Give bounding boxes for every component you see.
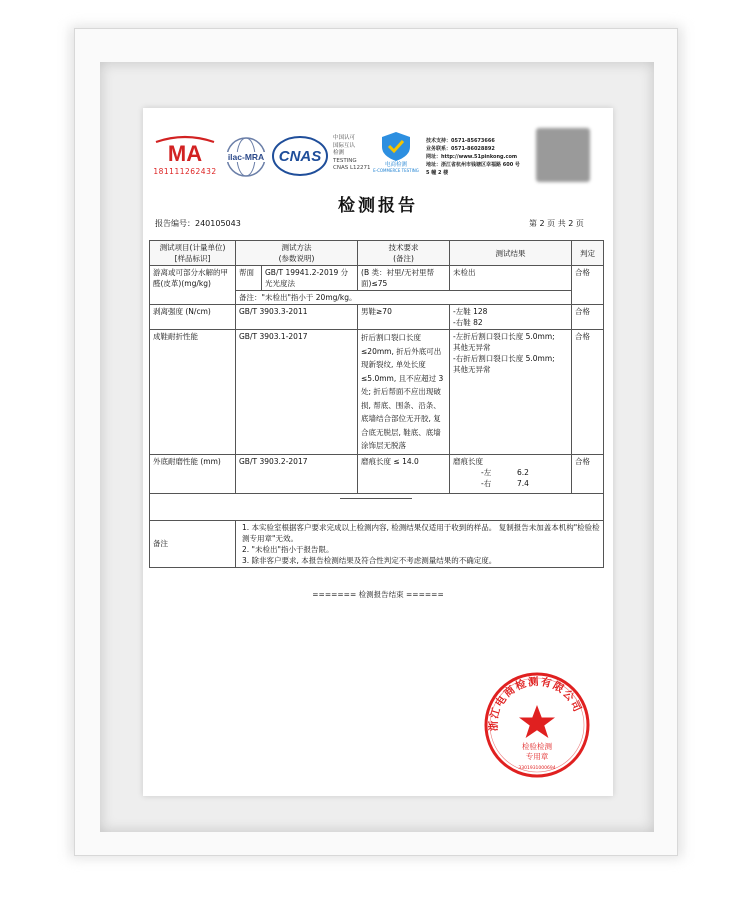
cell-part: 帮面 <box>236 266 262 291</box>
cell-item: 外底耐磨性能 (mm) <box>150 454 236 493</box>
result-pair <box>453 478 568 489</box>
header-method <box>236 241 358 266</box>
cell-verdict: 合格 <box>572 330 604 455</box>
result-line: -右折后割口裂口长度 5.0mm; <box>453 354 555 363</box>
cell-method: GB/T 3903.2-2017 <box>236 454 358 493</box>
cell-note: 备注："未检出"指小于 20mg/kg。 <box>236 291 572 305</box>
cnas-line: 国际互认 <box>333 142 356 149</box>
result-value: 6.2 <box>517 467 529 477</box>
cell-result <box>450 305 572 330</box>
cell-requirement: 折后割口裂口长度≤20mm, 折后外底可出现新裂纹, 单处长度≤5.0mm, 且不应超过 3 处; 折后帮面不应出现破损, 帮底、围条、沿条、底墙结合部位无开胶, 复合底无脱层, 鞋底、底墙涂饰层无脱落 <box>358 330 450 455</box>
table-row <box>150 266 604 291</box>
shield-check-icon <box>370 130 422 162</box>
cma-logo <box>152 134 218 178</box>
cell-result: 未检出 <box>450 266 572 291</box>
cnas-line: TESTING <box>333 157 357 164</box>
cell-method: GB/T 3903.3-2011 <box>236 305 358 330</box>
remarks-content <box>236 520 604 567</box>
ecommerce-testing-logo <box>370 130 422 174</box>
remark-item: 1. 本实验室根据客户要求完成以上检测内容, 检测结果仅适用于收到的样品。 复制报告未加盖本机构"检验检测专用章"无效。 <box>242 522 600 543</box>
header-text: (备注) <box>393 254 414 263</box>
company-seal-stamp <box>482 670 592 780</box>
result-line: -左鞋 128 <box>453 307 488 316</box>
header-text: 技术要求 <box>388 243 419 252</box>
seal-line1: 检验检测 <box>522 742 552 751</box>
test-results-table <box>149 240 604 568</box>
result-side: -左 <box>481 467 492 477</box>
contact-line: 地址：浙江省杭州市钱塘区幸福路 600 号 <box>426 162 520 168</box>
seal-org-name: 浙江电商检测有限公司 <box>487 675 584 732</box>
cell-requirement: 磨痕长度 ≤ 14.0 <box>358 454 450 493</box>
table-row <box>150 330 604 455</box>
table-row <box>150 454 604 493</box>
table-row <box>150 305 604 330</box>
separator-line <box>340 498 412 499</box>
cnas-line: 中国认可 <box>333 135 356 141</box>
qr-code <box>536 128 590 182</box>
cell-item: 游离或可部分水解的甲醛(皮革)(mg/kg) <box>150 266 236 305</box>
header-requirement <box>358 241 450 266</box>
seal-number: 3301931000694 <box>518 766 556 771</box>
contact-line: 5 幢 2 楼 <box>426 170 449 176</box>
remarks-label: 备注 <box>150 520 236 567</box>
result-value: 7.4 <box>517 478 529 488</box>
cnas-emblem-icon <box>272 136 328 176</box>
result-line: -左折后割口裂口长度 5.0mm; <box>453 332 555 341</box>
cell-result <box>450 454 572 493</box>
cell-result <box>450 330 572 455</box>
header-text: 测试项目(计量单位) <box>159 243 226 252</box>
report-number-value: 240105043 <box>195 219 241 228</box>
ilac-text: ilac-MRA <box>227 152 265 162</box>
header-result: 测试结果 <box>450 241 572 266</box>
cell-verdict: 合格 <box>572 305 604 330</box>
cell-item: 剥离强度 (N/cm) <box>150 305 236 330</box>
cell-requirement: 男鞋≥70 <box>358 305 450 330</box>
report-number <box>155 218 241 229</box>
ecommerce-title: 电商检测 <box>384 162 407 168</box>
report-number-label: 报告编号： <box>155 219 195 228</box>
header-text: 测试方法 <box>281 243 312 252</box>
cell-item: 成鞋耐折性能 <box>150 330 236 455</box>
result-line: 其他无异常 <box>453 343 491 352</box>
contact-info <box>426 137 520 177</box>
remarks-row <box>150 520 604 567</box>
remark-item: 3. 除非客户要求, 本报告检测结果及符合性判定不考虑测量结果的不确定度。 <box>242 555 497 565</box>
table-header-row <box>150 241 604 266</box>
table-blank-row <box>150 493 604 520</box>
contact-line: 业务联系：0571-86028892 <box>426 146 495 152</box>
cell-method: GB/T 19941.2-2019 分光光度法 <box>262 266 358 291</box>
cma-emblem-icon <box>152 134 218 168</box>
remark-item: 2. "未检出"指小于报告限。 <box>242 544 334 554</box>
cma-number: 181111262432 <box>153 167 217 176</box>
cma-text: MA <box>167 141 203 166</box>
cell-verdict: 合格 <box>572 266 604 305</box>
result-side: -右 <box>481 478 492 488</box>
cnas-line: 检测 <box>333 150 345 156</box>
page-indicator: 第 2 页 共 2 页 <box>529 219 584 228</box>
contact-line: 网址：http://www.51pinkong.com <box>426 154 518 160</box>
cnas-accreditation-text <box>333 135 371 173</box>
seal-star-icon <box>519 705 555 738</box>
cell-method: GB/T 3903.1-2017 <box>236 330 358 455</box>
cell-requirement: (B 类：衬里/无衬里帮面)≤75 <box>358 266 450 291</box>
result-line: -右鞋 82 <box>453 318 483 327</box>
ilac-mra-logo <box>224 136 268 178</box>
seal-line2: 专用章 <box>525 752 549 761</box>
blank-cell <box>150 493 604 520</box>
cnas-text: CNAS <box>278 148 322 165</box>
result-title: 磨痕长度 <box>453 456 484 466</box>
report-title: 检测报告 <box>338 196 418 216</box>
ilac-globe-icon <box>224 136 268 178</box>
header-text: (参数说明) <box>278 254 315 263</box>
report-end-marker: ======= 检测报告结束 ====== <box>312 590 444 599</box>
ecommerce-sub: E-COMMERCE TESTING <box>373 168 419 173</box>
header-verdict: 判定 <box>572 241 604 266</box>
contact-line: 技术支持：0571-85673666 <box>426 138 495 144</box>
result-pair <box>453 467 568 478</box>
cnas-logo <box>272 136 328 176</box>
header-item <box>150 241 236 266</box>
cnas-line: CNAS L12271 <box>333 165 371 171</box>
header-text: [样品标识] <box>174 254 211 263</box>
cell-verdict: 合格 <box>572 454 604 493</box>
result-line: 其他无异常 <box>453 365 491 374</box>
